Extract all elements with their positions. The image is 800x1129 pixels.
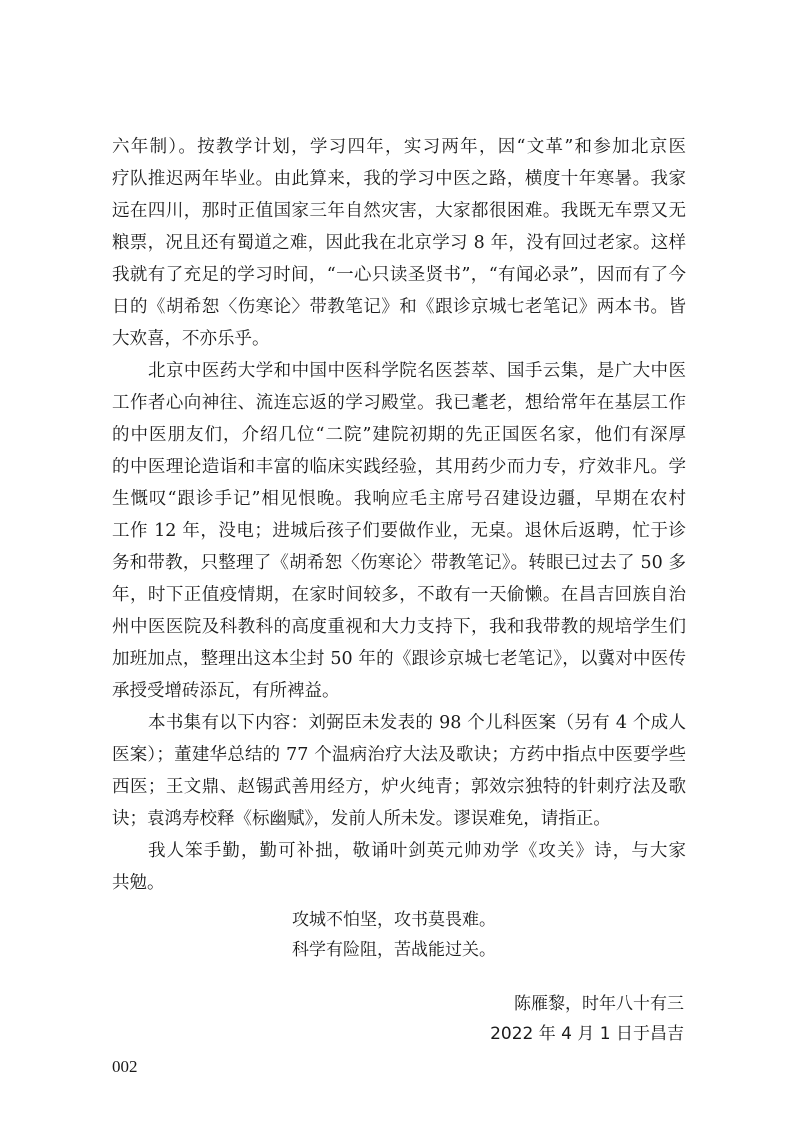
poem-line: 科学有险阻，苦战能过关。 [292,940,496,960]
paragraph-4 [112,835,686,899]
signature-date: 2022 年 4 月 1 日于昌吉 [490,1024,684,1044]
text-line: 诀；袁鸿寿校释《标幽赋》，发前人所未发。谬误难免，请指正。 [112,809,611,829]
page-number: 002 [112,1057,138,1076]
text-line: 日的《胡希恕〈伤寒论〉带教笔记》和《跟诊京城七老笔记》两本书。皆 [112,297,686,317]
text-line: 北京中医药大学和中国中医科学院名医荟萃、国手云集，是广大中医 [148,361,686,381]
text-line: 年，时下正值疫情期，在家时间较多，不敢有一天偷懒。在昌吉回族自治 [112,585,686,605]
text-line: 加班加点，整理出这本尘封 50 年的《跟诊京城七老笔记》，以冀对中医传 [112,649,686,669]
text-line: 我就有了充足的学习时间，“一心只读圣贤书”，“有闻必录”，因而有了今 [112,265,686,285]
text-line: 本书集有以下内容：刘弼臣未发表的 98 个儿科医案（另有 4 个成人 [148,713,686,733]
paragraph-3 [112,707,686,835]
text-line: 远在四川，那时正值国家三年自然灾害，大家都很困难。我既无车票又无 [112,201,686,221]
paragraph-1 [112,131,686,355]
text-line: 生慨叹“跟诊手记”相见恨晚。我响应毛主席号召建设边疆，早期在农村 [112,489,686,509]
text-line: 州中医医院及科教科的高度重视和大力支持下，我和我带教的规培学生们 [112,617,686,637]
text-line: 共勉。 [112,873,165,893]
paragraph-2 [112,355,686,707]
text-line: 工作者心向神往、流连忘返的学习殿堂。我已耄老，想给常年在基层工作 [112,393,686,413]
text-line: 的中医朋友们，介绍几位“二院”建院初期的先正国医名家，他们有深厚 [112,425,686,445]
text-line: 大欢喜，不亦乐乎。 [112,329,270,349]
page-body [112,131,686,1049]
signature-author: 陈雁黎，时年八十有三 [514,994,684,1014]
text-line: 工作 12 年，没电；进城后孩子们要做作业，无桌。退休后返聘，忙于诊 [112,521,686,541]
text-line: 医案）；董建华总结的 77 个温病治疗大法及歌诀；方药中指点中医要学些 [112,745,686,765]
text-line: 的中医理论造诣和丰富的临床实践经验，其用药少而力专，疗效非凡。学 [112,457,686,477]
text-line: 务和带教，只整理了《胡希恕〈伤寒论〉带教笔记》。转眼已过去了 50 多 [112,553,686,573]
text-line: 西医；王文鼎、赵锡武善用经方，炉火纯青；郭效宗独特的针刺疗法及歌 [112,777,686,797]
poem-line: 攻城不怕坚，攻书莫畏难。 [292,910,496,930]
text-line: 承授受增砖添瓦，有所裨益。 [112,681,340,701]
signature-block [112,989,686,1049]
text-line: 粮票，况且还有蜀道之难，因此我在北京学习 8 年，没有回过老家。这样 [112,233,686,253]
text-line: 我人笨手勤，勤可补拙，敬诵叶剑英元帅劝学《攻关》诗，与大家 [148,841,686,861]
text-line: 疗队推迟两年毕业。由此算来，我的学习中医之路，横度十年寒暑。我家 [112,169,686,189]
poem-block [112,905,686,965]
text-line: 六年制）。按教学计划，学习四年，实习两年，因“文革”和参加北京医 [112,137,686,157]
